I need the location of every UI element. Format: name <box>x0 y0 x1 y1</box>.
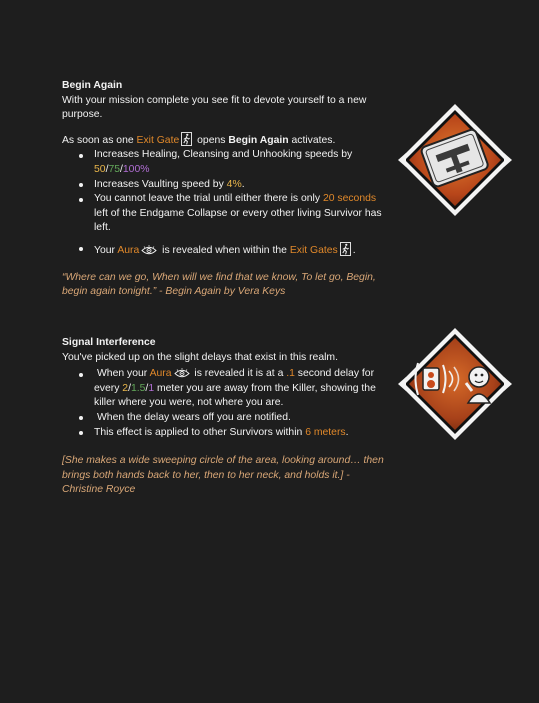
perk-effects-list <box>62 367 392 440</box>
list-item: You cannot leave the trial until either there is only 20 seconds left of the Endgame Collapse or every other living Survivor has left. <box>94 192 392 236</box>
list-item: Increases Healing, Cleansing and Unhooking speeds by 50/75/100% <box>94 148 392 177</box>
exit-gate-term: Exit Gate <box>136 134 180 146</box>
running-man-icon <box>340 242 351 256</box>
aura-eye-icon <box>141 245 157 256</box>
perk-title: Signal Interference <box>62 337 156 348</box>
perk-begin-again <box>62 79 392 300</box>
list-item: Your Aura is revealed when within the Exit Gates . <box>94 242 392 259</box>
list-item: When your Aura is revealed it is at a .1 second delay for every 2/1.5/1 meter you are away from the Killer, showing the killer where you were, not where you are. <box>94 367 392 411</box>
perk-title: Begin Again <box>62 80 123 91</box>
perk-intro: You've picked up on the slight delays that exist in this realm. <box>62 351 338 363</box>
perk-activation-line: As soon as one Exit Gate opens Begin Again activates. <box>62 132 392 149</box>
perk-effects-list <box>62 148 392 258</box>
exit-sign-perk-icon <box>396 101 514 219</box>
perk-intro: With your mission complete you see fit to devote yourself to a new purpose. <box>62 94 367 121</box>
list-item: When the delay wears off you are notified. <box>94 411 392 426</box>
perk-quote: “Where can we go, When will we find that we know, To let go, Begin, begin again tonight.” - Begin Again by Vera Keys <box>62 271 376 298</box>
perk-signal-interference <box>62 336 392 498</box>
perk-quote: [She makes a wide sweeping circle of the area, looking around… then brings both hands back to her, then to her neck, and holds it.] - Christine Royce <box>62 455 384 496</box>
list-item: This effect is applied to other Survivors within 6 meters. <box>94 426 392 441</box>
running-man-icon <box>181 132 192 146</box>
list-item: Increases Vaulting speed by 4%. <box>94 178 392 193</box>
aura-eye-icon <box>174 368 190 379</box>
signal-interference-perk-icon <box>396 325 514 443</box>
